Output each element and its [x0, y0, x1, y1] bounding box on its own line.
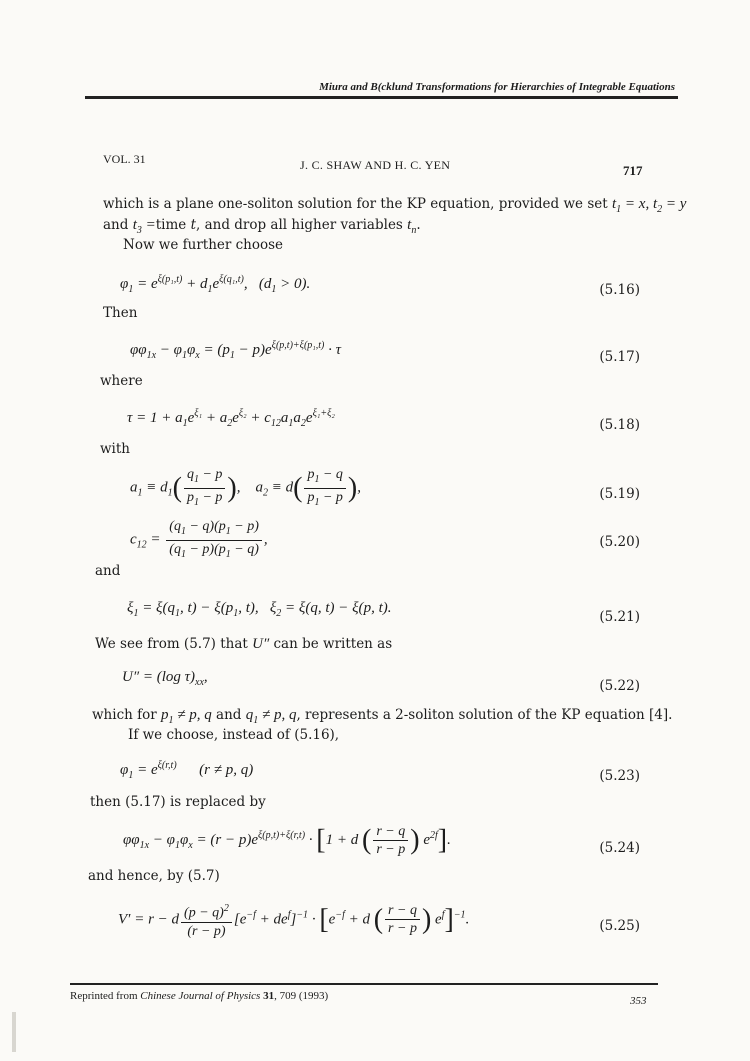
- paragraph-line: which for $p_1 \ne p$, q and $q_1 \ne p$, q, represents a 2-soliton solution of the KP equation [4].: [92, 707, 673, 726]
- equation-number: (5.25): [599, 918, 640, 934]
- equation-number: (5.21): [599, 609, 640, 625]
- equation-5-20: $c_{12}$ = $\frac{(q_1 - q)(p_1 - p)}{(q_1 - p)(p_1 - q)}$ ,: [130, 519, 268, 560]
- paragraph-line: with: [100, 441, 130, 457]
- equation-number: (5.18): [599, 417, 640, 433]
- equation-5-19: $a_1 \equiv d_1$( $\frac{q_1 - p}{p_1 - p}$ ), $a_2 \equiv d$( $\frac{p_1 - q}{p_1 - p}$ ),: [130, 467, 361, 508]
- header-rule: [85, 96, 678, 99]
- equation-5-23: $\varphi_1 = e^{\xi(r,t)}$ (r ≠ p, q): [120, 760, 254, 781]
- volume-label: VOL. 31: [103, 152, 146, 166]
- equation-5-16: $\varphi_1 = e^{\xi(p_1,t)} + d_1e^{\xi(q_1,t)}$, $(d_1 > 0)$.: [120, 274, 311, 295]
- running-head: Miura and B(cklund Transformations for Hierarchies of Integrable Equations: [319, 81, 675, 93]
- footer-rule: [70, 983, 658, 985]
- paragraph-line: and hence, by (5.7): [88, 868, 220, 884]
- equation-number: (5.23): [599, 768, 640, 784]
- equation-number: (5.22): [599, 678, 640, 694]
- paragraph-line: Then: [103, 305, 138, 321]
- equation-5-21: $\xi_1 = \xi(q_1$, $t) - \xi(p_1$, t), $\xi_2 = \xi(q$, t) − ξ(p, t).: [127, 600, 392, 619]
- reprint-citation: Reprinted from Chinese Journal of Physics 31, 709 (1993): [70, 990, 329, 1002]
- equation-5-18: $\tau = 1 + a_1e^{\xi_1} + a_2e^{\xi_2} + c_{12}a_1a_2e^{\xi_1+\xi_2}$: [127, 408, 335, 429]
- equation-5-24: $\varphi\varphi_{1x} - \varphi_1\varphi_x = (r - p)e^{\xi(p,t)+\xi(r,t)} \cdot [1 + d$ ( $\frac{r - q}{r - p}$ ) $e^{2f}$].: [123, 824, 451, 857]
- paragraph-line: then (5.17) is replaced by: [90, 794, 266, 810]
- equation-number: (5.17): [599, 349, 640, 365]
- page-number: 717: [623, 163, 643, 178]
- equation-5-22: U″ = (log $\tau)_{xx}$,: [122, 669, 208, 688]
- paragraph-line: where: [100, 373, 143, 389]
- math-inline: $t_1 = x$, $t_2 = y$: [611, 196, 687, 215]
- authors: J. C. SHAW AND H. C. YEN: [300, 158, 451, 172]
- equation-number: (5.19): [599, 486, 640, 502]
- equation-number: (5.20): [599, 534, 640, 550]
- equation-number: (5.24): [599, 840, 640, 856]
- paragraph-line: Now we further choose: [123, 237, 284, 253]
- equation-5-17: $\varphi\varphi_{1x} - \varphi_1\varphi_x = (p_1 - p)e^{\xi(p,t)+\xi(p_1,t)} \cdot \tau$: [130, 340, 342, 361]
- footer-page-number: 353: [630, 995, 647, 1007]
- scan-margin-mark: [12, 1012, 16, 1052]
- paragraph-line: If we choose, instead of (5.16),: [128, 727, 340, 743]
- paragraph-line: and: [95, 563, 121, 579]
- equation-number: (5.16): [599, 282, 640, 298]
- paragraph-line: We see from (5.7) that U″ can be written as: [95, 636, 393, 652]
- paragraph-line: which is a plane one-soliton solution for the KP equation, provided we set $t_1 = x$, $t_2 = y$: [103, 196, 687, 215]
- paragraph-line: and $t_3$ =time t, and drop all higher variables $t_n$.: [103, 217, 421, 236]
- equation-5-25: V′ = r − d $\frac{(p - q)^2}{(r - p)}$ $[e^{-f} + de^f]^{-1} \cdot [e^{-f} + d$ ( $\frac{r - q}{r - p}$ ) $e^f]^{-1}$.: [118, 900, 469, 940]
